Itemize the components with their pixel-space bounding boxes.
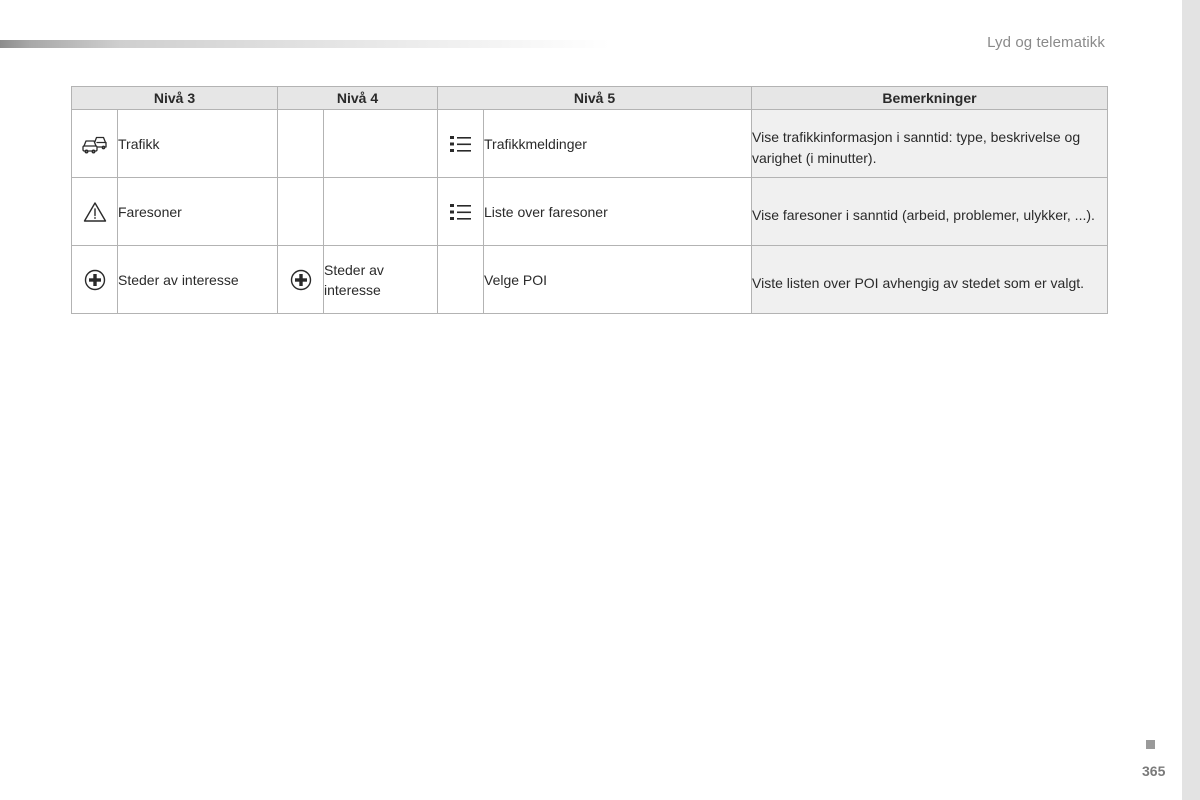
- remark-text: Vise trafikkinformasjon i sanntid: type, beskrivelse og varighet (i minutter).: [752, 128, 1081, 166]
- remark-text: Vise faresoner i sanntid (arbeid, problemer, ulykker, ...).: [752, 207, 1095, 223]
- level4-label: [324, 178, 438, 246]
- section-title: Lyd og telematikk: [987, 34, 1105, 51]
- remark-text: Viste listen over POI avhengig av stedet som er valgt.: [752, 275, 1085, 291]
- level4-label: [324, 110, 438, 178]
- level3-icon-cell: [72, 178, 118, 246]
- traffic-cars-icon: [81, 132, 109, 156]
- list-icon: [449, 134, 473, 154]
- list-icon: [449, 202, 473, 222]
- remark-cell: [752, 110, 1108, 178]
- warning-triangle-icon: [83, 201, 107, 223]
- level5-icon-cell: [438, 110, 484, 178]
- level5-label: Liste over faresoner: [484, 178, 752, 246]
- table-row: [72, 178, 1108, 246]
- menu-levels-table: [71, 86, 1108, 314]
- page-marker-square: [1146, 740, 1155, 749]
- level4-label: Steder av interesse: [324, 246, 438, 314]
- poi-plus-icon: [289, 268, 313, 292]
- table-row: [72, 110, 1108, 178]
- level3-icon-cell: [72, 246, 118, 314]
- remark-cell: [752, 246, 1108, 314]
- level3-label: Faresoner: [118, 178, 278, 246]
- level5-label: Velge POI: [484, 246, 752, 314]
- column-header-level5: Nivå 5: [438, 87, 752, 110]
- level4-icon-cell: [278, 246, 324, 314]
- level5-icon-cell: [438, 246, 484, 314]
- page-number: 365: [1142, 763, 1166, 779]
- level3-label: Trafikk: [118, 110, 278, 178]
- level4-icon-cell: [278, 110, 324, 178]
- level3-icon-cell: [72, 110, 118, 178]
- remark-cell: [752, 178, 1108, 246]
- level3-label: Steder av interesse: [118, 246, 278, 314]
- header-gradient-bar: [0, 40, 610, 48]
- table-header-row: [72, 87, 1108, 110]
- level5-label: Trafikkmeldinger: [484, 110, 752, 178]
- column-header-level3: Nivå 3: [72, 87, 278, 110]
- column-header-level4: Nivå 4: [278, 87, 438, 110]
- column-header-remarks: Bemerkninger: [752, 87, 1108, 110]
- poi-plus-icon: [83, 268, 107, 292]
- level4-icon-cell: [278, 178, 324, 246]
- page-edge-strip: [1182, 0, 1200, 800]
- level5-icon-cell: [438, 178, 484, 246]
- table-row: [72, 246, 1108, 314]
